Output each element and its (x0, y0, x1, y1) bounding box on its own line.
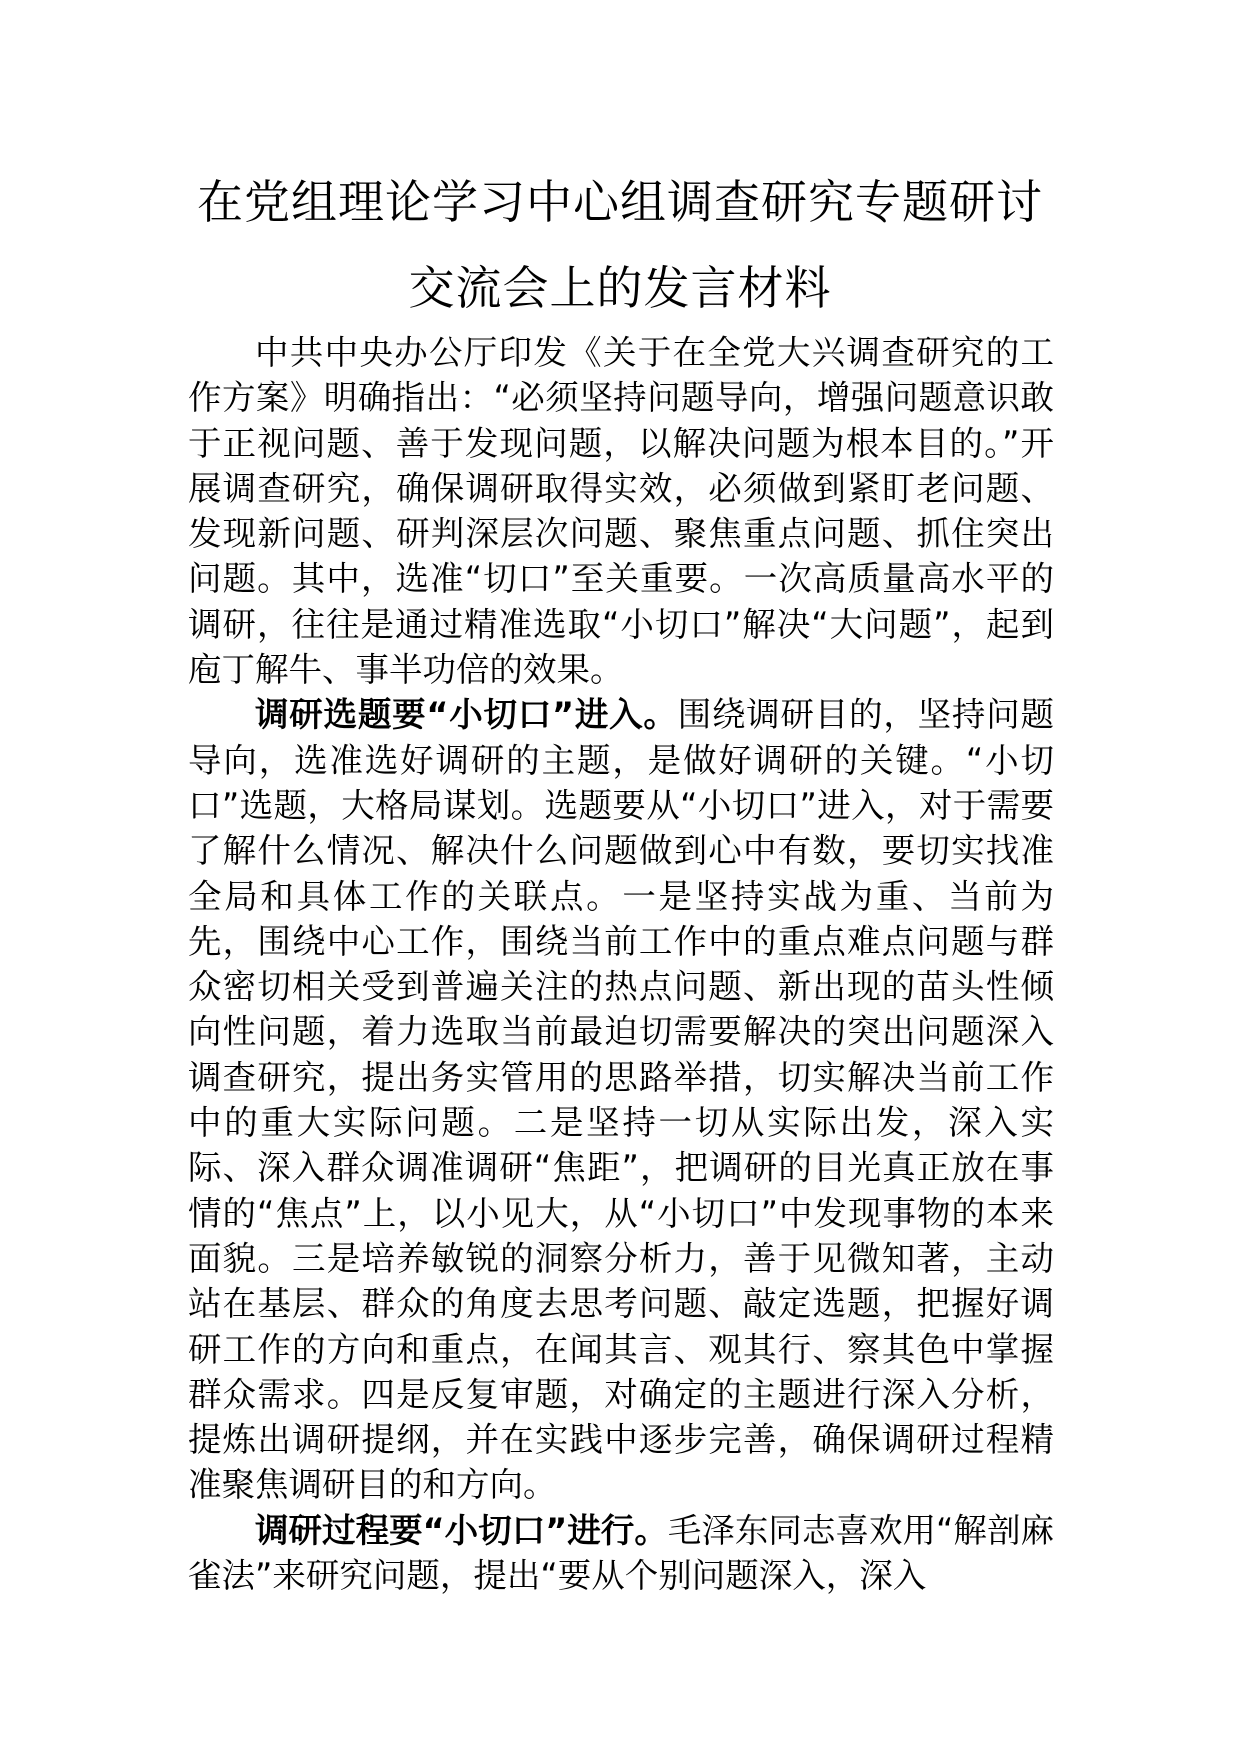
paragraph-intro-text: 中共中央办公厅印发《关于在全党大兴调查研究的工作方案》明确指出：“必须坚持问题导向，增强问题意识敢于正视问题、善于发现问题，以解决问题为根本目的。”开展调查研究，确保调研取得实效，必须做到紧盯老问题、发现新问题、研判深层次问题、聚焦重点问题、抓住突出问题。其中，选准“切口”至关重要。一次高质量高水平的调研，往往是通过精准选取“小切口”解决“大问题”，起到庖丁解牛、事半功倍的效果。 (188, 333, 1054, 690)
paragraph-topic-selection-heading: 调研选题要“小切口”进入。 (255, 695, 678, 735)
document-title-line-2: 交流会上的发言材料 (408, 261, 832, 315)
document-body (188, 330, 1054, 1598)
paragraph-research-process (188, 1508, 1054, 1599)
paragraph-research-process-heading: 调研过程要“小切口”进行。 (255, 1510, 668, 1550)
paragraph-topic-selection-text: 围绕调研目的，坚持问题导向，选准选好调研的主题，是做好调研的关键。“小切口”选题，大格局谋划。选题要从“小切口”进入，对于需要了解什么情况、解决什么问题做到心中有数，要切实找准全局和具体工作的关联点。一是坚持实战为重、当前为先，围绕中心工作，围绕当前工作中的重点难点问题与群众密切相关受到普遍关注的热点问题、新出现的苗头性倾向性问题，着力选取当前最迫切需要解决的突出问题深入调查研究，提出务实管用的思路举措，切实解决当前工作中的重大实际问题。二是坚持一切从实际出发，深入实际、深入群众调准调研“焦距”，把调研的目光真正放在事情的“焦点”上，以小见大，从“小切口”中发现事物的本来面貌。三是培养敏锐的洞察分析力，善于见微知著，主动站在基层、群众的角度去思考问题、敲定选题，把握好调研工作的方向和重点，在闻其言、观其行、察其色中掌握群众需求。四是反复审题，对确定的主题进行深入分析，提炼出调研提纲，并在实践中逐步完善，确保调研过程精准聚焦调研目的和方向。 (188, 695, 1054, 1505)
document-title-line-1: 在党组理论学习中心组调查研究专题研讨 (197, 175, 1043, 229)
paragraph-research-process-text: 毛泽东同志喜欢用“解剖麻雀法”来研究问题，提出“要从个别问题深入，深入 (188, 1510, 1054, 1596)
paragraph-intro (188, 330, 1054, 692)
paragraph-topic-selection (188, 692, 1054, 1507)
